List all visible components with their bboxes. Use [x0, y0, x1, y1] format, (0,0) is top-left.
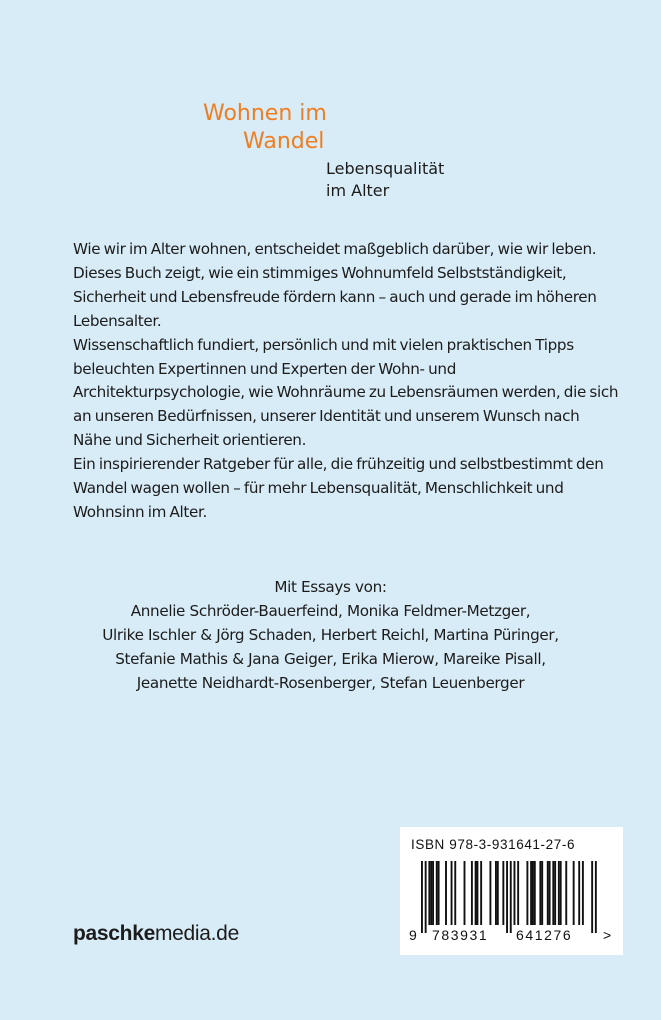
- barcode-bar: [565, 861, 567, 925]
- barcode-bar: [532, 861, 534, 925]
- barcode-guard-bar: [510, 861, 512, 933]
- barcode-bar: [530, 861, 532, 925]
- book-subtitle: [326, 158, 444, 202]
- barcode-bar: [436, 861, 438, 925]
- barcode-bar: [438, 861, 440, 925]
- barcode-guard-bar: [595, 861, 597, 933]
- essays-line: Ulrike Ischler & Jörg Schaden, Herbert Reichl, Martina Püringer,: [102, 626, 559, 644]
- barcode-bar: [549, 861, 551, 925]
- barcode-guard-bar: [591, 861, 593, 933]
- barcode-bar: [432, 861, 434, 925]
- barcode-bar: [541, 861, 543, 925]
- barcode-bar: [430, 861, 432, 925]
- blurb-paragraph-2: Wissenschaftlich fundiert, persönlich und mit vielen praktischen Tipps beleuchten Expertinnen und Experten der Wohn- und Architekturpsychologie, wie Wohnräume zu Lebensräumen werden, die sich an unseren Bedürfnissen, unserer Identität und unserem Wunsch nach Nähe und Sicherheit orientieren.: [73, 335, 619, 450]
- publisher-logo: [73, 922, 239, 946]
- barcode-bar: [428, 861, 430, 925]
- barcode-bar: [514, 861, 516, 925]
- barcode-bar: [573, 861, 575, 925]
- barcode-right-digits: 641276: [516, 927, 573, 943]
- barcode-bar: [475, 861, 477, 925]
- barcode-bar: [497, 861, 499, 925]
- blurb-paragraph-1: Wie wir im Alter wohnen, entscheidet maßgeblich darüber, wie wir leben. Dieses Buch zeigt, wie ein stimmiges Wohnumfeld Selbstständigkeit, Sicherheit und Lebensfreude fördern kann – auch und gerade im höheren Lebensalter.: [73, 240, 597, 330]
- barcode-bar: [477, 861, 479, 925]
- essays-heading: Mit Essays von:: [274, 578, 387, 596]
- barcode-bar: [471, 861, 473, 925]
- barcode-bar: [526, 861, 528, 925]
- barcode-guard-bar: [421, 861, 423, 933]
- barcode-bar: [451, 861, 453, 925]
- barcode-bar: [578, 861, 580, 925]
- barcode-bar: [552, 861, 554, 925]
- barcode-bar: [517, 861, 519, 925]
- essay-contributors: [40, 575, 621, 695]
- isbn-barcode: [400, 827, 623, 955]
- barcode-bar: [554, 861, 556, 925]
- barcode-bar: [454, 861, 456, 925]
- barcode-guard-bar: [506, 861, 508, 933]
- barcode-end-mark: >: [603, 927, 612, 943]
- book-title: [203, 100, 443, 156]
- essays-line: Annelie Schröder-Bauerfeind, Monika Feldmer-Metzger,: [130, 602, 531, 620]
- barcode-bar: [464, 861, 466, 925]
- blurb-paragraph-3: Ein inspirierender Ratgeber für alle, die frühzeitig und selbstbestimmt den Wandel wagen wollen – für mehr Lebensqualität, Menschlichkeit und Wohnsinn im Alter.: [73, 455, 604, 521]
- barcode-bar: [534, 861, 536, 925]
- title-line-2: Wandel: [243, 129, 325, 154]
- title-line-1: Wohnen im: [203, 101, 327, 126]
- barcode-bar: [445, 861, 447, 925]
- barcode-bar: [558, 861, 560, 925]
- barcode-bar: [480, 861, 482, 925]
- publisher-name-bold: paschke: [73, 922, 155, 945]
- subtitle-line-1: Lebensqualität: [326, 159, 445, 178]
- subtitle-line-2: im Alter: [326, 181, 390, 200]
- barcode-guard-bar: [425, 861, 427, 933]
- barcode-bar: [489, 861, 491, 925]
- barcode-bar: [495, 861, 497, 925]
- barcode-bar: [539, 861, 541, 925]
- essays-line: Stefanie Mathis & Jana Geiger, Erika Mierow, Mareike Pisall,: [115, 650, 546, 668]
- blurb-text: [73, 238, 619, 525]
- essays-line: Jeanette Neidhardt-Rosenberger, Stefan Leuenberger: [136, 674, 525, 692]
- barcode-first-digit: 9: [409, 927, 417, 943]
- barcode-bar: [547, 861, 549, 925]
- barcode-bar: [582, 861, 584, 925]
- barcode-bar: [560, 861, 562, 925]
- barcode-left-digits: 783931: [432, 927, 489, 943]
- isbn-label: ISBN 978-3-931641-27-6: [411, 837, 576, 852]
- barcode-bar: [502, 861, 504, 925]
- publisher-name-rest: media.de: [154, 922, 239, 945]
